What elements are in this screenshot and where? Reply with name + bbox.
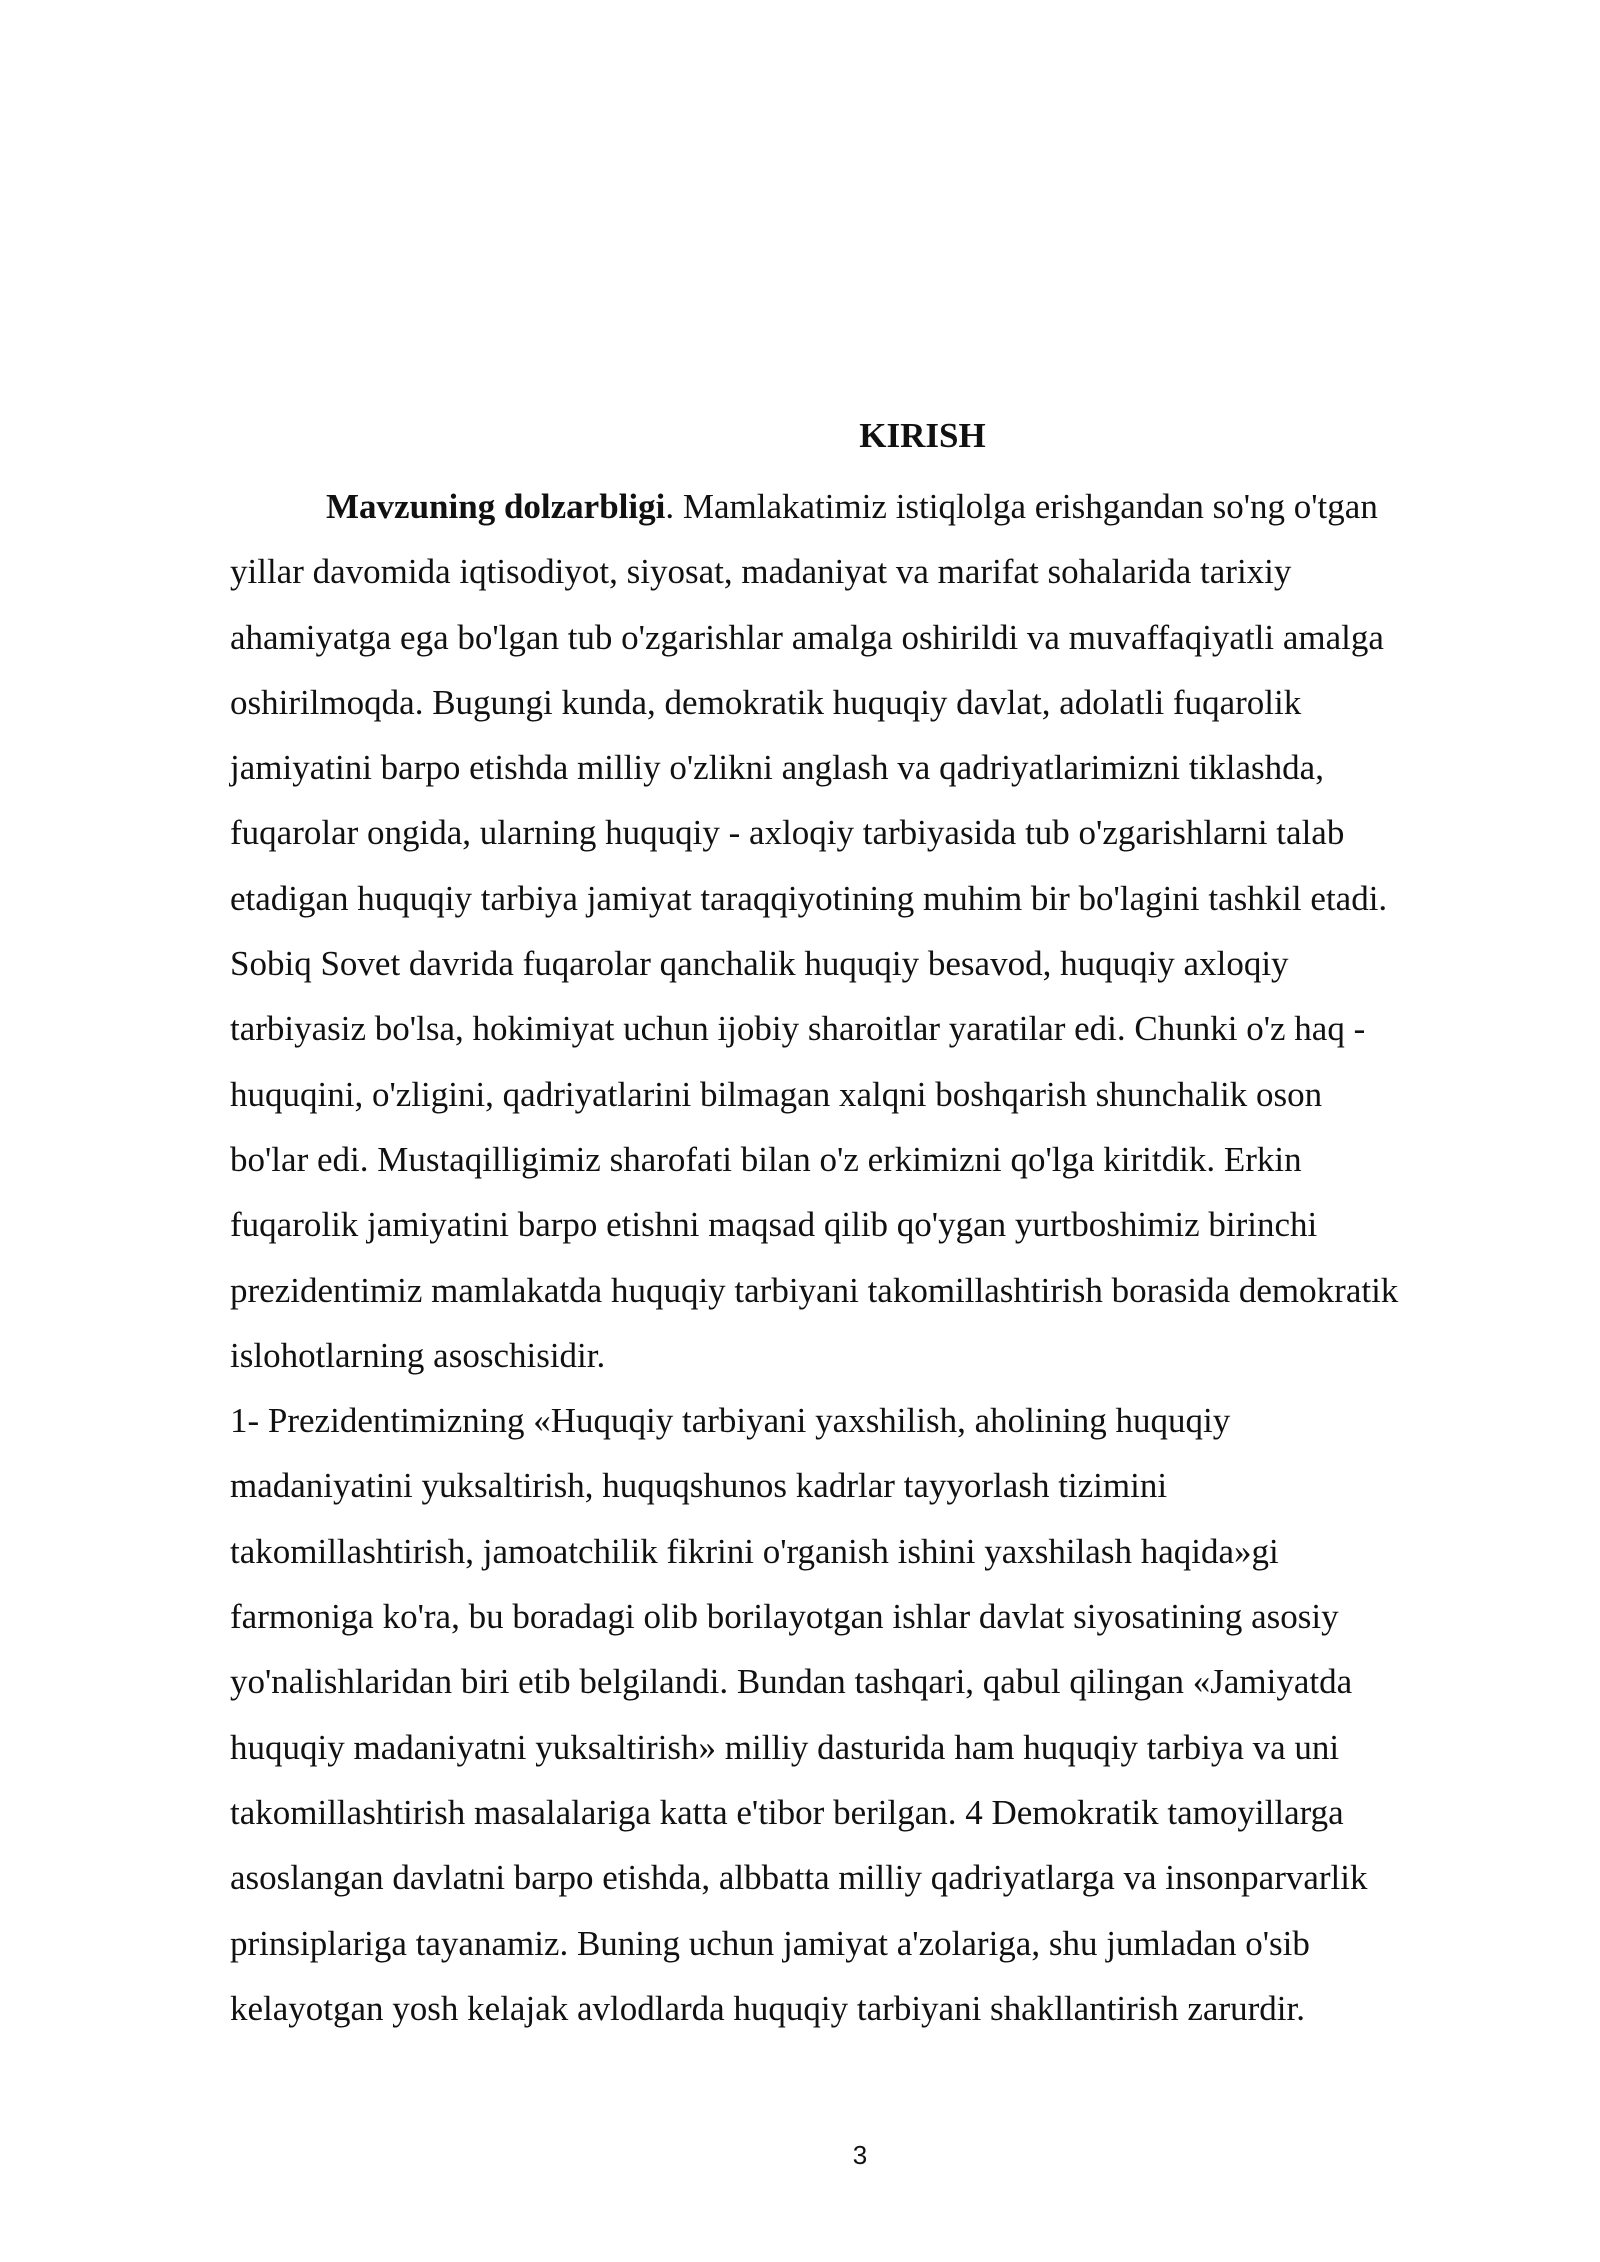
text-line: 1- Prezidentimizning «Huquqiy tarbiyani yaxshilish, aholining huquqiy [230,1401,1231,1441]
text-line: farmoniga ko'ra, bu boradagi olib borilayotgan ishlar davlat siyosatining asosiy [230,1597,1339,1637]
page-number: 3 [852,2140,868,2170]
text-line: asoslangan davlatni barpo etishda, albbatta milliy qadriyatlarga va insonparvarlik [230,1858,1368,1898]
text-line: yillar davomida iqtisodiyot, siyosat, madaniyat va marifat sohalarida tarixiy [230,552,1292,592]
text-line: Sobiq Sovet davrida fuqarolar qanchalik huquqiy besavod, huquqiy axloqiy [230,944,1289,984]
text-line: prezidentimiz mamlakatda huquqiy tarbiyani takomillashtirish borasida demokratik [230,1270,1399,1310]
lead-term: Mavzuning dolzarbligi [326,487,666,526]
text-line: etadigan huquqiy tarbiya jamiyat taraqqiyotining muhim bir bo'lagini tashkil etadi. [230,878,1388,918]
paragraph-2 [230,1388,1505,2041]
first-line-rest: Mamlakatimiz istiqlolga erishgandan so'ng o'tgan [674,487,1378,526]
text-line: islohotlarning asoschisidir. [230,1335,606,1375]
text-line: madaniyatini yuksaltirish, huquqshunos kadrlar tayyorlash tizimini [230,1466,1168,1506]
text-line: tarbiyasiz bo'lsa, hokimiyat uchun ijobiy sharoitlar yaratilar edi. Chunki o'z haq - [230,1009,1366,1049]
text-line: fuqarolik jamiyatini barpo etishni maqsad qilib qo'ygan yurtboshimiz birinchi [230,1205,1318,1245]
text-line: prinsiplariga tayanamiz. Buning uchun jamiyat a'zolariga, shu jumladan o'sib [230,1923,1310,1963]
text-line: oshirilmoqda. Bugungi kunda, demokratik huquqiy davlat, adolatli fuqarolik [230,682,1302,722]
text-line: bo'lar edi. Mustaqilligimiz sharofati bilan o'z erkimizni qo'lga kiritdik. Erkin [230,1139,1302,1179]
text-line: jamiyatini barpo etishda milliy o'zlikni anglash va qadriyatlarimizni tiklashda, [230,748,1324,788]
text-line: yo'nalishlaridan biri etib belgilandi. Bundan tashqari, qabul qilingan «Jamiyatda [230,1662,1353,1702]
body-text [230,474,1505,2041]
lead-punct: . [665,487,675,526]
paragraph-1-first-line [230,474,1505,539]
text-line: takomillashtirish masalalariga katta e'tibor berilgan. 4 Demokratik tamoyillarga [230,1792,1344,1832]
text-line: huquqiy madaniyatni yuksaltirish» milliy dasturida ham huquqiy tarbiya va uni [230,1727,1340,1767]
section-heading: KIRISH [859,416,986,455]
text-line: takomillashtirish, jamoatchilik fikrini o'rganish ishini yaxshilash haqida»gi [230,1531,1279,1571]
text-line: fuqarolar ongida, ularning huquqiy - axloqiy tarbiyasida tub o'zgarishlarni talab [230,813,1345,853]
paragraph-1 [230,474,1505,1388]
text-line: kelayotgan yosh kelajak avlodlarda huquqiy tarbiyani shakllantirish zarurdir. [230,1988,1305,2028]
text-line: huquqini, o'zligini, qadriyatlarini bilmagan xalqni boshqarish shunchalik oson [230,1074,1323,1114]
text-line: ahamiyatga ega bo'lgan tub o'zgarishlar amalga oshirildi va muvaffaqiyatli amalga [230,617,1384,657]
